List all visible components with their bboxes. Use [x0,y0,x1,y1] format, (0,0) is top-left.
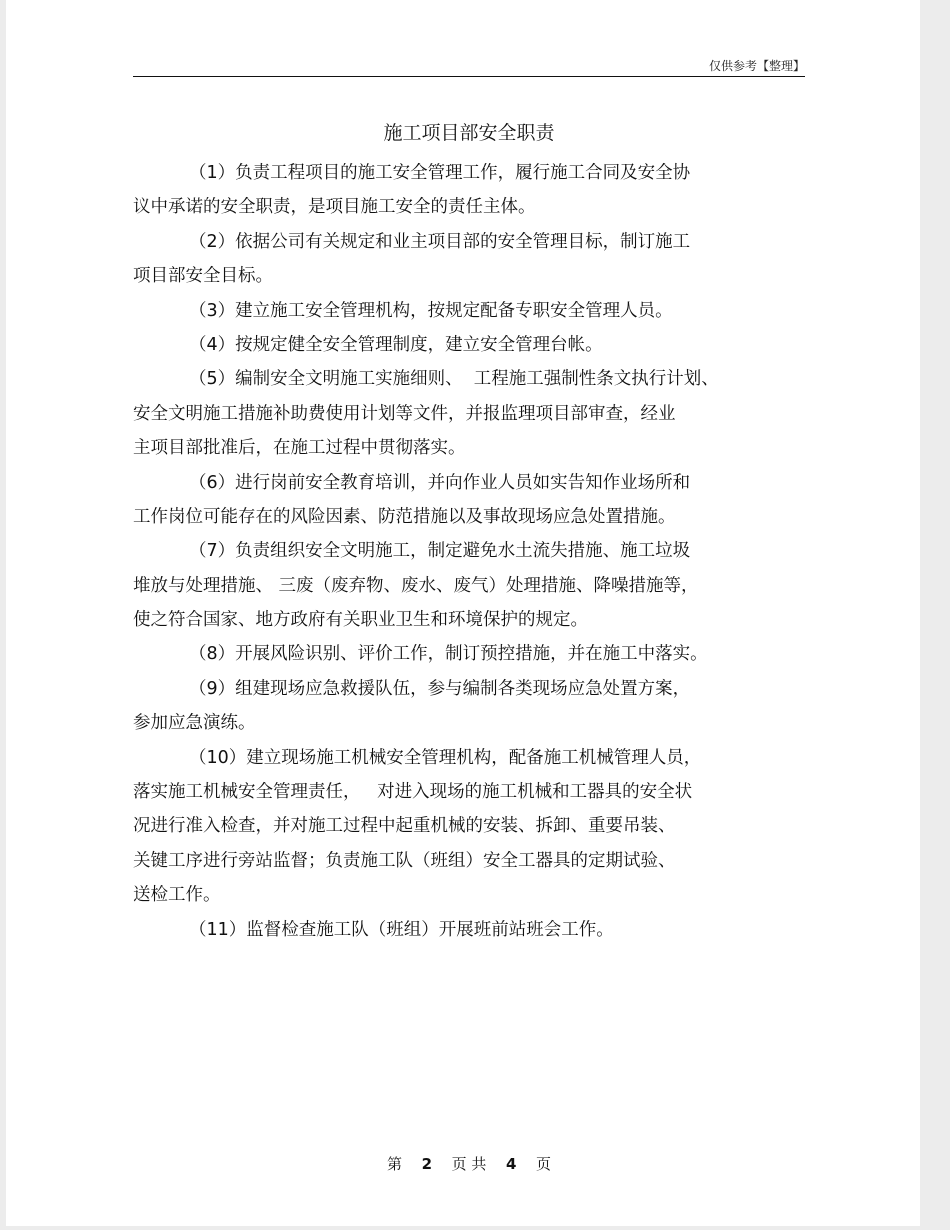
body-line: 况进行准入检查，并对施工过程中起重机械的安装、拆卸、重要吊装、 [133,816,676,837]
footer-mid: 页 共 [451,1155,487,1173]
body-line: 关键工序进行旁站监督；负责施工队（班组）安全工器具的定期试验、 [133,850,676,871]
body-line: （9）组建现场应急救援队伍，参与编制各类现场应急处置方案， [189,678,691,699]
page-header: 仅供参考【整理】 [708,59,805,73]
body-line: （10）建立现场施工机械安全管理机构，配备施工机械管理人员， [189,747,702,768]
body-line: 落实施工机械安全管理责任， 对进入现场的施工机械和工器具的安全状 [133,782,693,803]
total-pages: 4 [505,1155,517,1173]
body-line: 安全文明施工措施补助费使用计划等文件，并报监理项目部审查，经业 [133,403,676,424]
body-line: （7）负责组织安全文明施工，制定避免水土流失措施、施工垃圾 [189,541,691,562]
body-line: （8）开展风险识别、评价工作，制订预控措施，并在施工中落实。 [189,644,708,665]
body-line: 送检工作。 [133,885,221,906]
footer-end: 页 [535,1155,551,1173]
body-line: （4）按规定健全安全管理制度，建立安全管理台帐。 [189,334,603,355]
body-line: 堆放与处理措施、 三废（废弃物、废水、废气）处理措施、降噪措施等， [133,575,699,596]
body-line: （11）监督检查施工队（班组）开展班前站班会工作。 [189,919,614,940]
document-title: 施工项目部安全职责 [383,122,555,144]
body-line: （2）依据公司有关规定和业主项目部的安全管理目标，制订施工 [189,231,691,252]
body-line: 项目部安全目标。 [133,266,273,287]
document-body [133,156,793,947]
body-line: 参加应急演练。 [133,713,256,734]
footer-label: 第 [387,1155,403,1173]
page-number: 2 [421,1155,433,1173]
body-line: （5）编制安全文明施工实施细则、 工程施工强制性条文执行计划、 [189,369,719,390]
body-line: 主项目部批准后，在施工过程中贯彻落实。 [133,438,466,459]
body-line: 议中承诺的安全职责，是项目施工安全的责任主体。 [133,197,536,218]
page-footer [133,1153,805,1174]
header-rule [133,76,805,77]
body-line: （3）建立施工安全管理机构，按规定配备专职安全管理人员。 [189,300,673,321]
body-line: 使之符合国家、地方政府有关职业卫生和环境保护的规定。 [133,610,588,631]
body-line: 工作岗位可能存在的风险因素、防范措施以及事故现场应急处置措施。 [133,506,676,527]
body-line: （1）负责工程项目的施工安全管理工作，履行施工合同及安全协 [189,163,691,183]
body-line: （6）进行岗前安全教育培训，并向作业人员如实告知作业场所和 [189,472,691,493]
